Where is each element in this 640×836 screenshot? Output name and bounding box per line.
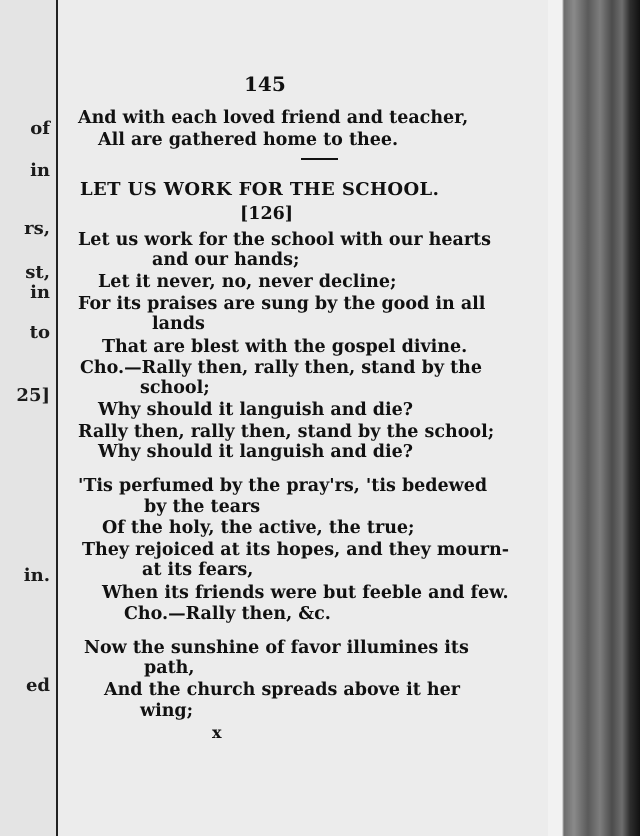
chorus-line: Rally then, rally then, stand by the school; [78,422,495,442]
verse-line: Of the holy, the active, the true; [102,518,415,538]
verse-line: That are blest with the gospel divine. [102,337,468,357]
left-fragment: in. [23,565,50,586]
left-fragment: rs, [24,218,50,239]
signature-mark: x [212,723,222,742]
left-fragment: in [30,160,50,181]
page-edges [548,0,640,836]
chorus-line: Why should it languish and die? [98,400,414,420]
left-fragment: ed [25,675,50,696]
hymn-number: [126] [240,204,294,224]
left-fragment: to [29,322,50,343]
verse-line: and our hands; [152,250,300,270]
page-number: 145 [244,72,286,96]
left-page-margin [0,0,59,836]
verse-line: by the tears [144,497,261,517]
opening-line: All are gathered home to thee. [98,130,399,150]
verse-line: wing; [140,701,194,721]
chorus-line: Cho.—Rally then, rally then, stand by the [80,358,483,378]
chorus-ref: Cho.—Rally then, &c. [124,604,331,624]
verse-line: Let us work for the school with our hearts [78,230,491,250]
left-fragment: 25] [16,385,50,406]
verse-line: lands [152,314,205,334]
left-fragment: of [30,118,50,139]
verse-line: Let it never, no, never decline; [98,272,397,292]
verse-line: For its praises are sung by the good in all [78,294,486,314]
section-divider [301,158,338,160]
verse-line: path, [144,658,195,678]
verse-line: 'Tis perfumed by the pray'rs, 'tis bedewed [78,476,488,496]
verse-line: at its fears, [142,560,254,580]
chorus-line: Why should it languish and die? [98,442,414,462]
hymn-title: LET US WORK FOR THE SCHOOL. [80,179,440,200]
opening-line: And with each loved friend and teacher, [78,108,469,128]
verse-line: They rejoiced at its hopes, and they mourn- [82,540,509,560]
chorus-line: school; [140,378,210,398]
verse-line: And the church spreads above it her [104,680,460,700]
verse-line: When its friends were but feeble and few. [102,583,509,603]
left-fragment: st, [25,262,50,283]
left-fragment: in [30,282,50,303]
verse-line: Now the sunshine of favor illumines its [84,638,469,658]
book-page [58,0,548,836]
